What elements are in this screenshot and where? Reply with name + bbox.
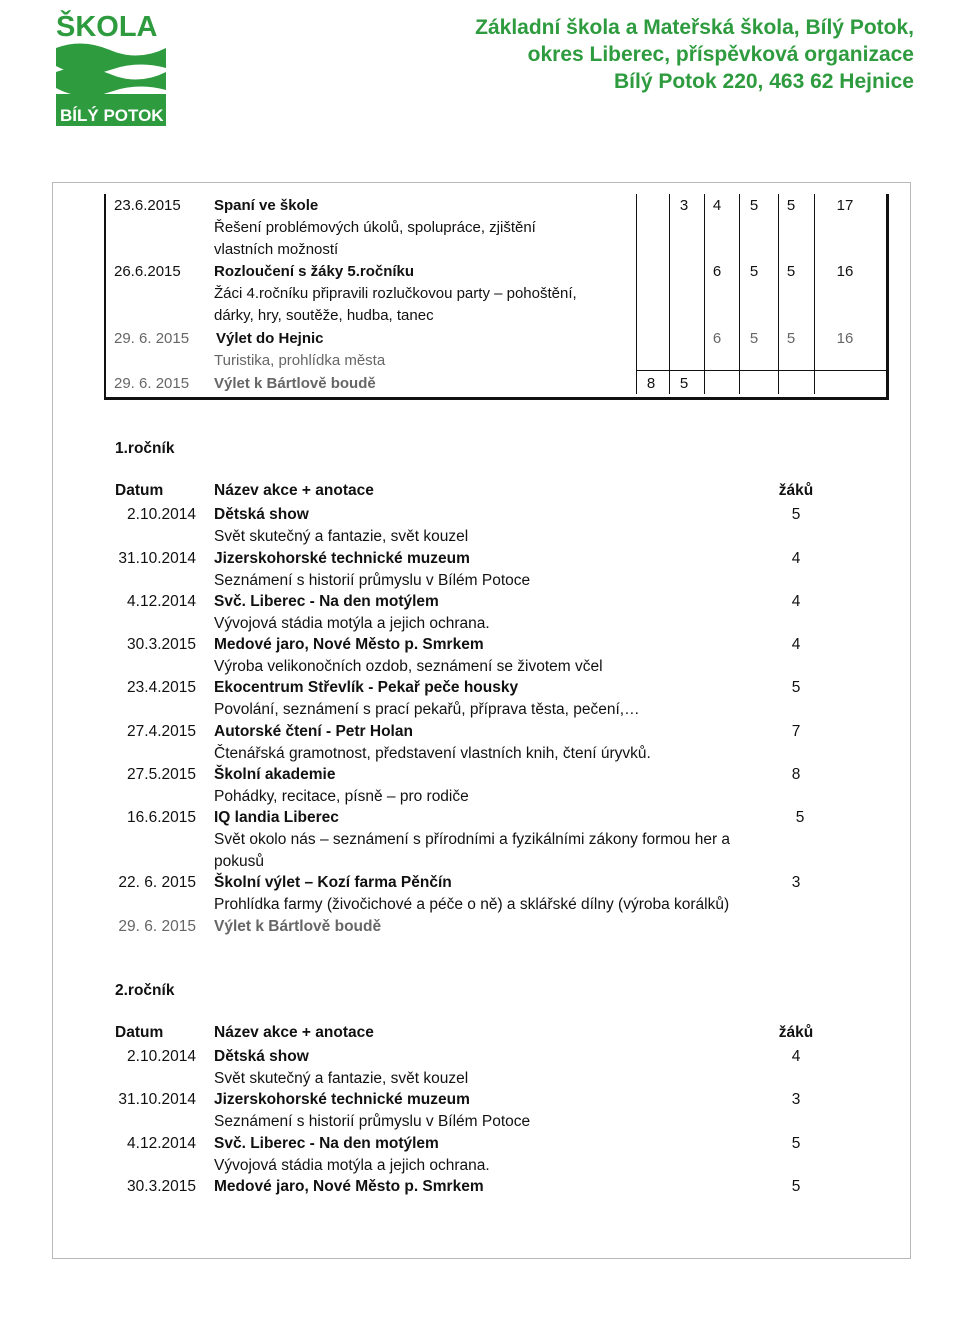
item-date: 31.10.2014 <box>118 550 196 567</box>
item-date: 4.12.2014 <box>127 593 196 610</box>
top-row-val: 3 <box>679 197 689 214</box>
item-date: 27.5.2015 <box>127 766 196 783</box>
item-name: Školní výlet – Kozí farma Pěnčín <box>214 874 452 891</box>
item-annotation: Prohlídka farmy (živočichové a péče o ně) a sklářské dílny (výroba korálků) <box>214 896 730 913</box>
section-title: 2.ročník <box>115 982 175 999</box>
header-line-2: okres Liberec, příspěvková organizace <box>527 43 914 66</box>
top-row-val: 17 <box>836 197 854 214</box>
item-count: 5 <box>795 809 805 826</box>
item-name: Výlet k Bártlově boudě <box>214 918 382 935</box>
logo-text-bottom: BÍLÝ POTOK <box>60 106 164 125</box>
col-date-header: Datum <box>115 482 164 499</box>
top-row-anot: Žáci 4.ročníku připravili rozlučkovou party – pohoštění, <box>214 285 577 302</box>
item-date: 23.4.2015 <box>127 679 196 696</box>
top-row-date: 26.6.2015 <box>114 263 181 280</box>
item-count: 4 <box>791 1048 801 1065</box>
row-divider <box>636 370 886 371</box>
school-header <box>475 14 914 95</box>
item-count: 3 <box>791 874 801 891</box>
col-divider <box>704 194 705 394</box>
top-row-date: 29. 6. 2015 <box>114 375 190 392</box>
item-name: Dětská show <box>214 1048 309 1065</box>
item-annotation: Povolání, seznámení s prací pekařů, příprava těsta, pečení,… <box>214 701 640 718</box>
item-annotation: Svět skutečný a fantazie, svět kouzel <box>214 1070 469 1087</box>
top-row-val: 5 <box>749 263 759 280</box>
item-annotation: Seznámení s historií průmyslu v Bílém Potoce <box>214 1113 531 1130</box>
item-name: Školní akademie <box>214 766 336 783</box>
item-date: 27.4.2015 <box>127 723 196 740</box>
item-date: 30.3.2015 <box>127 636 196 653</box>
item-count: 3 <box>791 1091 801 1108</box>
col-divider <box>669 194 670 394</box>
top-row-date: 23.6.2015 <box>114 197 181 214</box>
item-name: Medové jaro, Nové Město p. Smrkem <box>214 1178 484 1195</box>
top-row-val: 8 <box>646 375 656 392</box>
item-date: 2.10.2014 <box>127 506 196 523</box>
item-name: Svč. Liberec - Na den motýlem <box>214 1135 439 1152</box>
item-annotation: Výroba velikonočních ozdob, seznámení se životem včel <box>214 658 603 675</box>
top-row-val: 16 <box>836 330 854 347</box>
col-divider <box>739 194 740 394</box>
item-count: 7 <box>791 723 801 740</box>
top-row-anot: vlastních možností <box>214 241 339 258</box>
top-row-val: 5 <box>786 330 796 347</box>
col-count-header: žáků <box>778 482 814 499</box>
item-name: Dětská show <box>214 506 309 523</box>
item-annotation: Pohádky, recitace, písně – pro rodiče <box>214 788 469 805</box>
col-date-header: Datum <box>115 1024 164 1041</box>
section-title: 1.ročník <box>115 440 175 457</box>
item-name: IQ landia Liberec <box>214 809 339 826</box>
item-date: 16.6.2015 <box>127 809 196 826</box>
item-count: 4 <box>791 636 801 653</box>
item-annotation: Vývojová stádia motýla a jejich ochrana. <box>214 1157 490 1174</box>
item-annotation: Čtenářská gramotnost, představení vlastních knih, čtení úryvků. <box>214 745 651 762</box>
col-divider <box>814 194 815 394</box>
col-divider <box>636 194 637 394</box>
item-date: 30.3.2015 <box>127 1178 196 1195</box>
item-count: 5 <box>791 506 801 523</box>
item-annotation: Seznámení s historií průmyslu v Bílém Potoce <box>214 572 531 589</box>
header-line-1: Základní škola a Mateřská škola, Bílý Potok, <box>475 16 914 39</box>
item-annotation: Svět skutečný a fantazie, svět kouzel <box>214 528 469 545</box>
item-count: 8 <box>791 766 801 783</box>
col-name-header: Název akce + anotace <box>214 482 374 499</box>
top-row-name: Výlet do Hejnic <box>216 330 324 347</box>
item-name: Medové jaro, Nové Město p. Smrkem <box>214 636 484 653</box>
col-name-header: Název akce + anotace <box>214 1024 374 1041</box>
top-row-anot: dárky, hry, soutěže, hudba, tanec <box>214 307 434 324</box>
item-count: 4 <box>791 593 801 610</box>
col-divider <box>778 194 779 394</box>
item-annotation: Vývojová stádia motýla a jejich ochrana. <box>214 615 490 632</box>
top-row-name: Výlet k Bártlově boudě <box>214 375 376 392</box>
top-row-val: 6 <box>712 330 722 347</box>
school-logo <box>52 8 170 128</box>
item-date: 29. 6. 2015 <box>118 918 196 935</box>
top-row-val: 5 <box>749 330 759 347</box>
header-line-3: Bílý Potok 220, 463 62 Hejnice <box>614 70 914 93</box>
top-row-val: 5 <box>749 197 759 214</box>
item-annotation: Svět okolo nás – seznámení s přírodními a fyzikálními zákony formou her a pokusů <box>214 831 731 870</box>
item-date: 22. 6. 2015 <box>118 874 196 891</box>
top-row-anot: Řešení problémových úkolů, spolupráce, zjištění <box>214 219 536 236</box>
logo-text-top: ŠKOLA <box>56 11 158 43</box>
item-count: 4 <box>791 550 801 567</box>
top-row-val: 5 <box>786 197 796 214</box>
item-count: 5 <box>791 1135 801 1152</box>
item-name: Ekocentrum Střevlík - Pekař peče housky <box>214 679 519 696</box>
col-count-header: žáků <box>778 1024 814 1041</box>
top-row-val: 6 <box>712 263 722 280</box>
top-row-name: Rozloučení s žáky 5.ročníku <box>214 263 415 280</box>
top-row-val: 5 <box>679 375 689 392</box>
top-row-val: 5 <box>786 263 796 280</box>
item-date: 2.10.2014 <box>127 1048 196 1065</box>
item-date: 4.12.2014 <box>127 1135 196 1152</box>
top-row-val: 4 <box>712 197 722 214</box>
item-name: Autorské čtení - Petr Holan <box>214 723 413 740</box>
item-name: Svč. Liberec - Na den motýlem <box>214 593 439 610</box>
item-count: 5 <box>791 1178 801 1195</box>
item-date: 31.10.2014 <box>118 1091 196 1108</box>
top-row-val: 16 <box>836 263 854 280</box>
item-count: 5 <box>791 679 801 696</box>
item-name: Jizerskohorské technické muzeum <box>214 1091 470 1108</box>
top-row-anot: Turistika, prohlídka města <box>214 352 386 369</box>
item-name: Jizerskohorské technické muzeum <box>214 550 470 567</box>
top-row-name: Spaní ve škole <box>214 197 319 214</box>
top-row-date: 29. 6. 2015 <box>114 330 190 347</box>
